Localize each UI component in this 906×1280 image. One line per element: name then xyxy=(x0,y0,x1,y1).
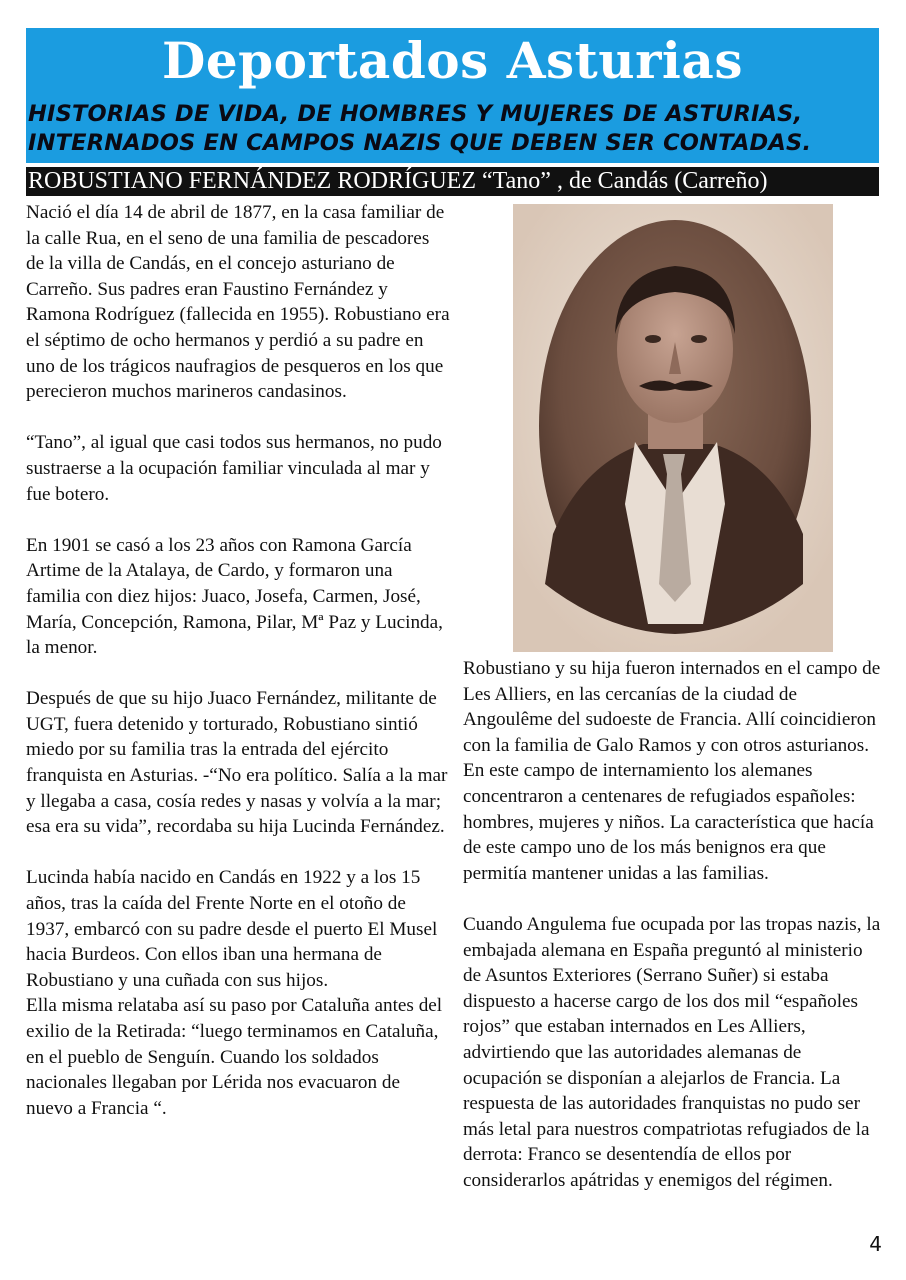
portrait-photo xyxy=(513,204,833,652)
paragraph: Ella misma relataba así su paso por Cataluña antes del exilio de la Retirada: “luego terminamos en Cataluña, en el pueblo de Senguín. Cuando los soldados nacionales llegaban por Lérida nos evacuaron de nuevo a Francia “. xyxy=(26,995,443,1119)
right-column xyxy=(463,656,883,1219)
paragraph: En 1901 se casó a los 23 años con Ramona García Artime de la Atalaya, de Cardo, y formaron una familia con diez hijos: Juaco, Josefa, Carmen, José, María, Concepción, Ramona, Pilar, Mª Paz y Lucinda, la menor. xyxy=(26,534,443,659)
paragraph: Después de que su hijo Juaco Fernández, militante de UGT, fuera detenido y torturado, Robustiano sintió miedo por su familia tras la entrada del ejército franquista en Asturias. -“No era político. Salía a la mar y llegaba a casa, cosía redes y nasas y volvía a la mar; esa era su vida”, recordaba su hija Lucinda Fernández. xyxy=(26,688,448,838)
header-banner xyxy=(26,28,879,163)
paragraph: Cuando Angulema fue ocupada por las tropas nazis, la embajada alemana en España preguntó al ministerio de Asuntos Exteriores (Serrano Suñer) si estaba dispuesto a hacerse cargo de los dos mil “españoles rojos” que estaban internados en Les Alliers, advirtiendo que las autoridades alemanas de ocupación se disponían a alejarlos de Francia. La respuesta de las autoridades franquistas no pudo ser más letal para nuestros compatriotas refugiados de la derrota: Franco se desentendía de ellos por considerarlos apátridas y enemigos del régimen. xyxy=(463,913,881,1191)
paragraph: Robustiano y su hija fueron internados en el campo de Les Alliers, en las cercanías de la ciudad de Angoulême del sudoeste de Francia. Allí coincidieron con la familia de Galo Ramos y con otros asturianos. En este campo de internamiento los alemanes concentraron a centenares de refugiados españoles: hombres, mujeres y niños. La característica que hacía de este campo uno de los más benignos era que permitía mantener unidas a las familias. xyxy=(463,658,881,884)
magazine-subtitle xyxy=(28,100,879,158)
subtitle-line-1: HISTORIAS DE VIDA, DE HOMBRES Y MUJERES DE ASTURIAS, xyxy=(28,101,803,127)
left-column xyxy=(26,200,450,1147)
paragraph: Lucinda había nacido en Candás en 1922 y a los 15 años, tras la caída del Frente Norte en el otoño de 1937, embarcó con su padre desde el puerto El Musel hacia Burdeos. Con ellos iban una hermana de Robustiano y una cuñada con sus hijos. xyxy=(26,867,438,991)
page-number: 4 xyxy=(869,1232,882,1256)
paragraph: Nació el día 14 de abril de 1877, en la casa familiar de la calle Rua, en el seno de una familia de pescadores de la villa de Candás, en el concejo asturiano de Carreño. Sus padres eran Faustino Fernández y Ramona Rodríguez (fallecida en 1955). Robustiano era el séptimo de ocho hermanos y perdió a su padre en uno de los trágicos naufragios de pesqueros en los que perecieron muchos marineros candasinos. xyxy=(26,202,450,403)
magazine-title: Deportados Asturias xyxy=(162,31,743,90)
subtitle-line-2: INTERNADOS EN CAMPOS NAZIS QUE DEBEN SER CONTADAS. xyxy=(28,130,812,156)
portrait-illustration xyxy=(513,204,833,652)
article-heading: ROBUSTIANO FERNÁNDEZ RODRÍGUEZ “Tano” , de Candás (Carreño) xyxy=(26,167,879,196)
paragraph: “Tano”, al igual que casi todos sus hermanos, no pudo sustraerse a la ocupación familiar vinculada al mar y fue botero. xyxy=(26,432,442,505)
